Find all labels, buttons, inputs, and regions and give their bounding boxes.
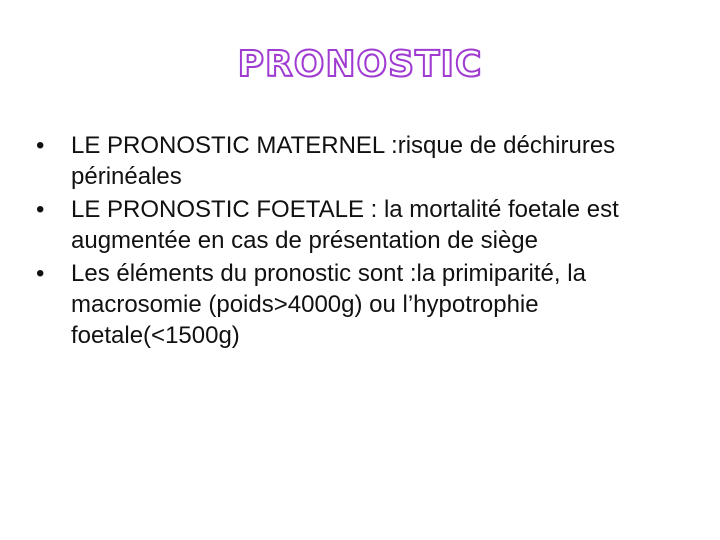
bullet-marker: • xyxy=(36,260,45,287)
bullet-list xyxy=(36,130,686,353)
bullet-marker: • xyxy=(36,132,45,159)
bullet-item-elements xyxy=(36,258,686,351)
bullet-text: Les éléments du pronostic sont :la primiparité, la macrosomie (poids>4000g) ou l’hypotrophie foetale(<1500g) xyxy=(71,260,586,349)
bullet-text: LE PRONOSTIC FOETALE : la mortalité foetale est augmentée en cas de présentation de siège xyxy=(71,196,619,254)
bullet-text: LE PRONOSTIC MATERNEL :risque de déchirures périnéales xyxy=(71,132,616,190)
slide-title: PRONOSTIC xyxy=(237,44,483,85)
bullet-marker: • xyxy=(36,196,45,223)
bullet-item-maternal xyxy=(36,130,686,192)
bullet-item-fetal xyxy=(36,194,686,256)
